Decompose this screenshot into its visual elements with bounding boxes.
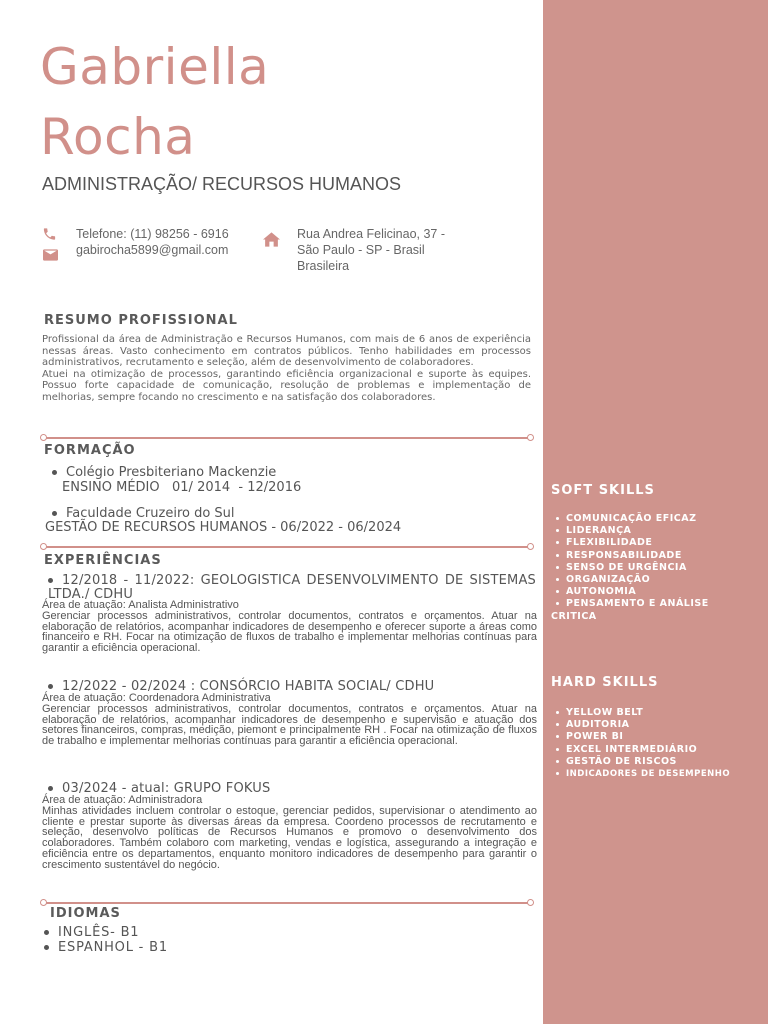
list-item-wrap: CRITICA	[551, 610, 597, 622]
experience-area: Área de atuação: Administradora	[42, 794, 203, 806]
education-title: FORMAÇÃO	[44, 443, 136, 458]
list-item: GESTÃO DE RISCOS	[551, 756, 761, 768]
home-icon	[263, 232, 280, 251]
bullet-icon	[44, 930, 49, 935]
language-item	[44, 940, 168, 956]
summary-paragraph-2: Atuei na otimização de processos, garantindo eficiência organizacional e suporte às equipes. Possuo forte capacidade de comunicação, resolução de problemas e implementação de melhorias, sempre focando no crescimento e na satisfação dos colaboradores.	[42, 368, 531, 403]
job-title: ADMINISTRAÇÃO/ RECURSOS HUMANOS	[42, 174, 402, 194]
experience-body	[42, 693, 537, 747]
experience-title: EXPERIÊNCIAS	[44, 553, 162, 568]
soft-skills-title: SOFT SKILLS	[551, 483, 655, 498]
list-item: SENSO DE URGÊNCIA	[551, 562, 761, 574]
experience-area: Área de atuação: Analista Administrativo	[42, 599, 239, 611]
language-text: ESPANHOL - B1	[58, 940, 168, 955]
bullet-icon	[52, 511, 57, 516]
address-line3: Brasileira	[297, 259, 350, 273]
list-item: RESPONSABILIDADE	[551, 550, 761, 562]
list-item: AUTONOMIA	[551, 586, 761, 598]
education-item	[52, 465, 276, 480]
bullet-icon	[48, 578, 53, 583]
summary-paragraph-1: Profissional da área de Administração e Recursos Humanos, com mais de 6 anos de experiência nessas áreas. Vasto conhecimento em contratos públicos. Tenho habilidades em processos administrativos, recrutamento e seleção, além de desenvolvimento de colaboradores.	[42, 334, 531, 368]
list-item: YELLOW BELT	[551, 707, 761, 719]
experience-heading-text: 03/2024 - atual: GRUPO FOKUS	[62, 781, 271, 796]
sidebar	[543, 0, 768, 1024]
list-item: COMUNICAÇÃO EFICAZ	[551, 513, 761, 525]
mail-icon	[43, 246, 58, 265]
bullet-icon	[44, 945, 49, 950]
experience-desc: Gerenciar processos administrativos, controlar documentos, contratos e orçamentos. Atuar na elaboração de relatórios, acompanhar indicadores de desempenho e supervisão e atuação dos setores financeiros, compras, medição, piemont e principalmente RH . Focar na otimização de fluxos de trabalho e implementar melhorias contínuas para garantir a eficiência operacional.	[42, 702, 537, 748]
bullet-icon	[48, 786, 53, 791]
address-line1: Rua Andrea Felicinao, 37 -	[297, 227, 446, 241]
bullet-icon	[48, 684, 53, 689]
experience-body	[42, 795, 537, 871]
experience-desc: Gerenciar processos administrativos, controlar documentos, contratos e orçamentos. Atuar na elaboração de relatórios, acompanhar indicadores de desempenho e oferecer suporte a áreas como financeiro e RH. Focar na otimização de fluxos de trabalho e implementar melhorias contínuas para garantir a eficiência operacional.	[42, 609, 537, 655]
experience-heading-text: 12/2022 - 02/2024 : CONSÓRCIO HABITA SOCIAL/ CDHU	[62, 679, 435, 694]
language-item	[44, 925, 139, 941]
language-text: INGLÊS- B1	[58, 925, 140, 940]
summary-title: RESUMO PROFISSIONAL	[44, 313, 238, 328]
phone-icon	[42, 226, 57, 246]
divider	[44, 437, 530, 439]
list-item: LIDERANÇA	[551, 525, 761, 537]
list-item: INDICADORES DE DESEMPENHO	[551, 768, 761, 780]
experience-area: Área de atuação: Coordenadora Administrativa	[42, 692, 271, 704]
summary-text	[42, 334, 531, 403]
list-item: FLEXIBILIDADE	[551, 537, 761, 549]
education-detail: GESTÃO DE RECURSOS HUMANOS - 06/2022 - 06/2024	[45, 520, 402, 535]
school-name: Faculdade Cruzeiro do Sul	[66, 506, 235, 521]
phone-text: Telefone: (11) 98256 - 6916	[76, 227, 229, 241]
address-line2: São Paulo - SP - Brasil	[297, 243, 425, 257]
hard-skills-title: HARD SKILLS	[551, 675, 659, 690]
experience-body	[42, 600, 537, 654]
education-detail: ENSINO MÉDIO 01/ 2014 - 12/2016	[62, 480, 302, 495]
school-name: Colégio Presbiteriano Mackenzie	[66, 465, 277, 480]
soft-skills-list	[551, 513, 761, 623]
list-item: ORGANIZAÇÃO	[551, 574, 761, 586]
last-name: Rocha	[40, 108, 196, 166]
list-item: EXCEL INTERMEDIÁRIO	[551, 744, 761, 756]
experience-desc: Minhas atividades incluem controlar o estoque, gerenciar pedidos, supervisionar o atendimento ao cliente e prestar suporte às diversas áreas da empresa. Coordeno processos de recrutamento e seleção, desenvolvo políticas de Recursos Humanos e promovo o desenvolvimento dos colaboradores. Também colaboro com marketing, vendas e logística, assegurando a integração e eficiência entre os departamentos, enquanto monitoro indicadores de desempenho para garantir o crescimento sustentável do negócio.	[42, 804, 537, 871]
education-item	[52, 506, 235, 521]
hard-skills-list	[551, 707, 761, 780]
list-item: AUDITORIA	[551, 719, 761, 731]
experience-heading-text: 12/2018 - 11/2022: GEOLOGISTICA DESENVOLVIMENTO DE SISTEMAS LTDA./ CDHU	[48, 573, 536, 602]
experience-heading	[48, 574, 536, 602]
email-text: gabirocha5899@gmail.com	[76, 243, 229, 257]
divider	[44, 902, 530, 904]
list-item: PENSAMENTO E ANÁLISE	[551, 598, 761, 610]
bullet-icon	[52, 470, 57, 475]
first-name: Gabriella	[40, 38, 270, 96]
languages-title: IDIOMAS	[50, 906, 121, 921]
list-item: POWER BI	[551, 731, 761, 743]
divider	[44, 546, 530, 548]
